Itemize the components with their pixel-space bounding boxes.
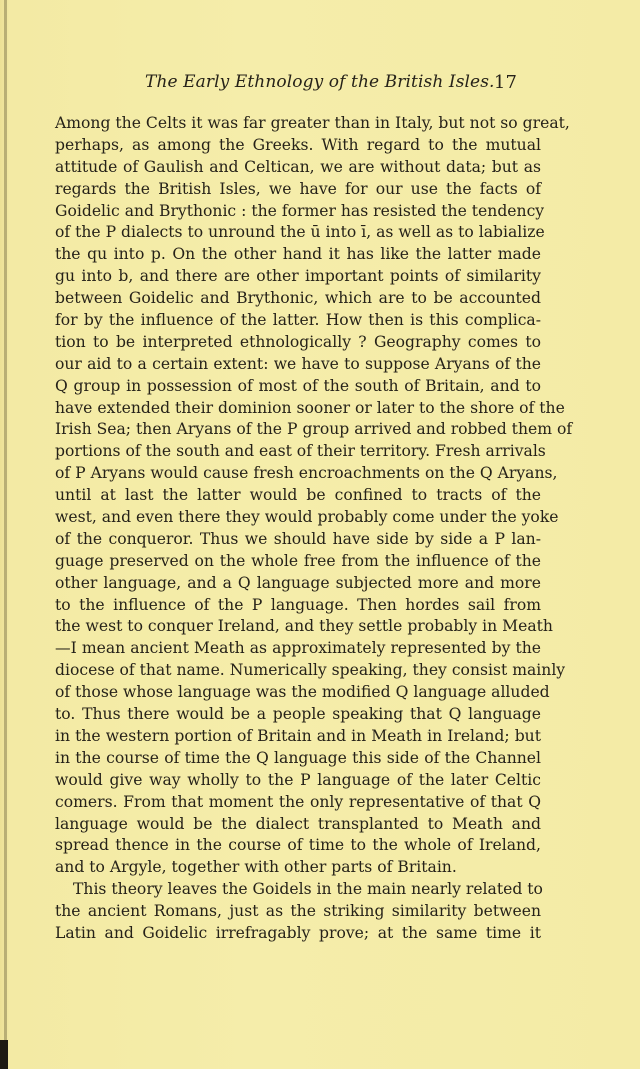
text-line: to. Thus there would be a people speaking that Q language [55, 705, 541, 724]
text-line: the west to conquer Ireland, and they settle probably in Meath [55, 617, 553, 636]
text-line: have extended their dominion sooner or later to the shore of the [55, 398, 565, 417]
text-line: our aid to a certain extent: we have to suppose Aryans of the [55, 354, 541, 373]
text-line: portions of the south and east of their territory. Fresh arrivals [55, 442, 546, 461]
text-line: regards the British Isles, we have for our use the facts of [55, 179, 541, 198]
text-line: the qu into p. On the other hand it has like the latter made [55, 245, 541, 264]
text-line: Goidelic and Brythonic : the former has resisted the tendency [55, 201, 545, 220]
text-line: gu into b, and there are other important points of similarity [55, 267, 541, 286]
page-number: 17 [493, 72, 517, 93]
text-line: to the influence of the P language. Then hordes sail from [55, 595, 541, 614]
running-title: The Early Ethnology of the British Isles. [145, 72, 495, 92]
text-line: in the course of time the Q language this side of the Channel [55, 748, 541, 767]
running-header [55, 72, 515, 98]
text-line: until at last the latter would be confined to tracts of the [55, 486, 541, 505]
text-line: language would be the dialect transplanted to Meath and [55, 814, 541, 833]
body-text [55, 113, 573, 945]
text-line: west, and even there they would probably come under the yoke [55, 508, 559, 527]
text-line: would give way wholly to the P language of the later Celtic [55, 770, 541, 789]
text-line: comers. From that moment the only representative of that Q [55, 792, 541, 811]
text-line: between Goidelic and Brythonic, which are to be accounted [55, 289, 541, 308]
text-line: of the P dialects to unround the ū into ī, as well as to labialize [55, 223, 545, 242]
text-line: of P Aryans would cause fresh encroachments on the Q Aryans, [55, 464, 558, 483]
text-line: diocese of that name. Numerically speaking, they consist mainly [55, 661, 566, 680]
page-binding-edge [4, 0, 7, 1069]
text-line: Among the Celts it was far greater than in Italy, but not so great, [55, 114, 570, 132]
text-line: the ancient Romans, just as the striking similarity between [55, 902, 541, 921]
text-line: tion to be interpreted ethnologically ? Geography comes to [55, 332, 541, 351]
text-line: —I mean ancient Meath as approximately represented by the [55, 639, 541, 658]
text-line: Latin and Goidelic irrefragably prove; at the same time it [55, 923, 541, 942]
page-corner-mark [0, 1040, 8, 1069]
text-line: perhaps, as among the Greeks. With regard to the mutual [55, 135, 541, 154]
text-line: Irish Sea; then Aryans of the P group arrived and robbed them of [55, 420, 573, 439]
text-line: of the conqueror. Thus we should have side by side a P lan- [55, 529, 541, 548]
text-line: attitude of Gaulish and Celtican, we are without data; but as [55, 157, 541, 176]
text-line: spread thence in the course of time to the whole of Ireland, [55, 836, 541, 855]
text-line: Q group in possession of most of the south of Britain, and to [55, 376, 541, 395]
text-line: in the western portion of Britain and in Meath in Ireland; but [55, 726, 541, 745]
text-line: other language, and a Q language subjected more and more [55, 573, 541, 592]
text-line: for by the influence of the latter. How then is this complica- [55, 311, 541, 330]
text-line: of those whose language was the modified Q language alluded [55, 683, 550, 702]
text-line: guage preserved on the whole free from the influence of the [55, 551, 541, 570]
text-line: This theory leaves the Goidels in the main nearly related to [73, 880, 543, 899]
text-line: and to Argyle, together with other parts of Britain. [55, 858, 457, 877]
